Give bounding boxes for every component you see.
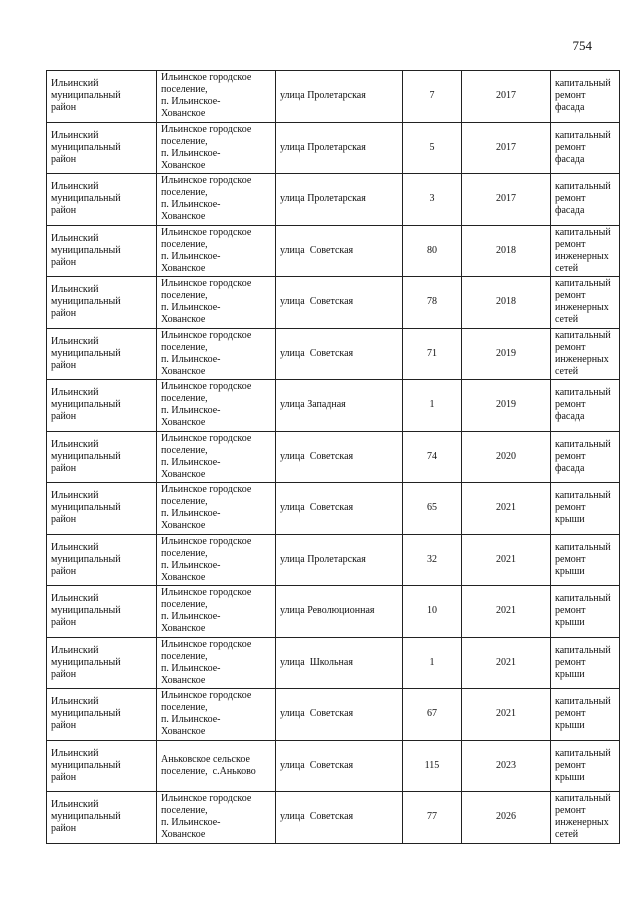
settlement-cell: Ильинское городское поселение, п. Ильинское- Хованское [157,71,276,123]
settlement-cell: Ильинское городское поселение, п. Ильинское- Хованское [157,277,276,329]
table-row [47,792,620,844]
table-row [47,534,620,586]
street-cell: улица Советская [276,277,403,329]
street-cell: улица Пролетарская [276,71,403,123]
settlement-cell: Ильинское городское поселение, п. Ильинское- Хованское [157,431,276,483]
year-cell: 2017 [462,122,551,174]
house-number-cell: 5 [403,122,462,174]
year-cell: 2017 [462,71,551,123]
year-cell: 2019 [462,328,551,380]
street-cell: улица Революционная [276,586,403,638]
house-number-cell: 32 [403,534,462,586]
settlement-cell: Ильинское городское поселение, п. Ильинское- Хованское [157,380,276,432]
district-cell: Ильинский муниципальный район [47,689,157,741]
work-type-cell: капитальный ремонт фасада [551,122,620,174]
district-cell: Ильинский муниципальный район [47,431,157,483]
work-type-cell: капитальный ремонт крыши [551,637,620,689]
district-cell: Ильинский муниципальный район [47,637,157,689]
table-row [47,225,620,277]
settlement-cell: Ильинское городское поселение, п. Ильинское- Хованское [157,483,276,535]
district-cell: Ильинский муниципальный район [47,225,157,277]
year-cell: 2021 [462,586,551,638]
street-cell: улица Советская [276,740,403,792]
work-type-cell: капитальный ремонт крыши [551,534,620,586]
street-cell: улица Школьная [276,637,403,689]
table-row [47,174,620,226]
settlement-cell: Аньковское сельское поселение, с.Аньково [157,740,276,792]
settlement-cell: Ильинское городское поселение, п. Ильинское- Хованское [157,792,276,844]
year-cell: 2026 [462,792,551,844]
table-row [47,328,620,380]
settlement-cell: Ильинское городское поселение, п. Ильинское- Хованское [157,122,276,174]
year-cell: 2020 [462,431,551,483]
settlement-cell: Ильинское городское поселение, п. Ильинское- Хованское [157,328,276,380]
district-cell: Ильинский муниципальный район [47,483,157,535]
street-cell: улица Пролетарская [276,122,403,174]
district-cell: Ильинский муниципальный район [47,380,157,432]
table-row [47,637,620,689]
work-type-cell: капитальный ремонт инженерных сетей [551,792,620,844]
street-cell: улица Западная [276,380,403,432]
settlement-cell: Ильинское городское поселение, п. Ильинское- Хованское [157,586,276,638]
district-cell: Ильинский муниципальный район [47,328,157,380]
work-type-cell: капитальный ремонт фасада [551,174,620,226]
street-cell: улица Советская [276,431,403,483]
house-number-cell: 7 [403,71,462,123]
district-cell: Ильинский муниципальный район [47,586,157,638]
year-cell: 2017 [462,174,551,226]
table-body [47,71,620,844]
settlement-cell: Ильинское городское поселение, п. Ильинское- Хованское [157,637,276,689]
settlement-cell: Ильинское городское поселение, п. Ильинское- Хованское [157,174,276,226]
work-type-cell: капитальный ремонт фасада [551,431,620,483]
repair-schedule-table [46,70,620,844]
table-row [47,71,620,123]
table-row [47,586,620,638]
year-cell: 2018 [462,277,551,329]
street-cell: улица Пролетарская [276,174,403,226]
work-type-cell: капитальный ремонт крыши [551,586,620,638]
house-number-cell: 65 [403,483,462,535]
street-cell: улица Советская [276,483,403,535]
table-row [47,431,620,483]
house-number-cell: 10 [403,586,462,638]
work-type-cell: капитальный ремонт крыши [551,689,620,741]
table-row [47,277,620,329]
table-row [47,740,620,792]
street-cell: улица Советская [276,225,403,277]
settlement-cell: Ильинское городское поселение, п. Ильинское- Хованское [157,689,276,741]
house-number-cell: 78 [403,277,462,329]
work-type-cell: капитальный ремонт инженерных сетей [551,225,620,277]
house-number-cell: 80 [403,225,462,277]
house-number-cell: 71 [403,328,462,380]
work-type-cell: капитальный ремонт крыши [551,483,620,535]
house-number-cell: 3 [403,174,462,226]
work-type-cell: капитальный ремонт фасада [551,380,620,432]
work-type-cell: капитальный ремонт инженерных сетей [551,277,620,329]
table-row [47,689,620,741]
year-cell: 2021 [462,689,551,741]
street-cell: улица Пролетарская [276,534,403,586]
house-number-cell: 74 [403,431,462,483]
year-cell: 2021 [462,483,551,535]
work-type-cell: капитальный ремонт фасада [551,71,620,123]
year-cell: 2021 [462,637,551,689]
year-cell: 2021 [462,534,551,586]
settlement-cell: Ильинское городское поселение, п. Ильинское- Хованское [157,534,276,586]
street-cell: улица Советская [276,792,403,844]
settlement-cell: Ильинское городское поселение, п. Ильинское- Хованское [157,225,276,277]
district-cell: Ильинский муниципальный район [47,792,157,844]
table-row [47,483,620,535]
street-cell: улица Советская [276,328,403,380]
street-cell: улица Советская [276,689,403,741]
house-number-cell: 1 [403,637,462,689]
house-number-cell: 67 [403,689,462,741]
district-cell: Ильинский муниципальный район [47,534,157,586]
year-cell: 2023 [462,740,551,792]
work-type-cell: капитальный ремонт крыши [551,740,620,792]
district-cell: Ильинский муниципальный район [47,277,157,329]
work-type-cell: капитальный ремонт инженерных сетей [551,328,620,380]
house-number-cell: 77 [403,792,462,844]
table-row [47,380,620,432]
house-number-cell: 1 [403,380,462,432]
district-cell: Ильинский муниципальный район [47,174,157,226]
table-row [47,122,620,174]
house-number-cell: 115 [403,740,462,792]
district-cell: Ильинский муниципальный район [47,740,157,792]
page-number: 754 [572,38,592,53]
district-cell: Ильинский муниципальный район [47,122,157,174]
year-cell: 2018 [462,225,551,277]
district-cell: Ильинский муниципальный район [47,71,157,123]
year-cell: 2019 [462,380,551,432]
